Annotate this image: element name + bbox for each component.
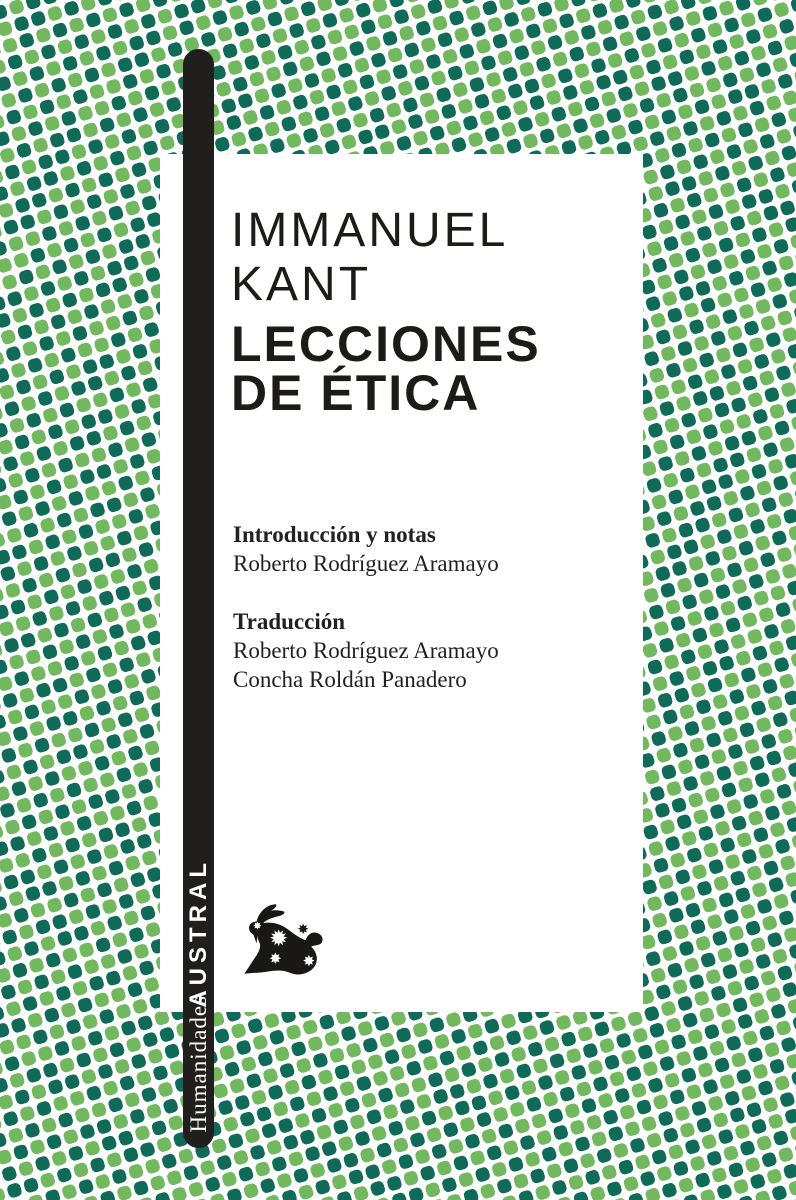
credit-block-translation bbox=[233, 607, 499, 694]
credits bbox=[233, 520, 499, 694]
author-name bbox=[231, 204, 508, 312]
credit-role: Traducción bbox=[233, 609, 346, 634]
austral-goat-logo capricorn-goat-icon bbox=[237, 892, 335, 986]
spine-bar bbox=[183, 49, 214, 1148]
credit-name: Roberto Rodríguez Aramayo bbox=[233, 638, 499, 663]
title-line1: LECCIONES bbox=[231, 316, 541, 372]
collection-name: Humanidades bbox=[185, 994, 211, 1132]
credit-name: Roberto Rodríguez Aramayo bbox=[233, 551, 499, 576]
title-line2: DE ÉTICA bbox=[231, 365, 481, 421]
publisher-name: AUSTRAL bbox=[184, 858, 212, 1008]
credit-block-introduction bbox=[233, 520, 499, 578]
cover-panel bbox=[160, 154, 643, 1012]
author-line2: KANT bbox=[231, 258, 372, 311]
book-title bbox=[231, 316, 541, 421]
credit-role: Introducción y notas bbox=[233, 522, 436, 547]
author-line1: IMMANUEL bbox=[231, 204, 509, 257]
credit-name: Concha Roldán Panadero bbox=[233, 667, 467, 692]
